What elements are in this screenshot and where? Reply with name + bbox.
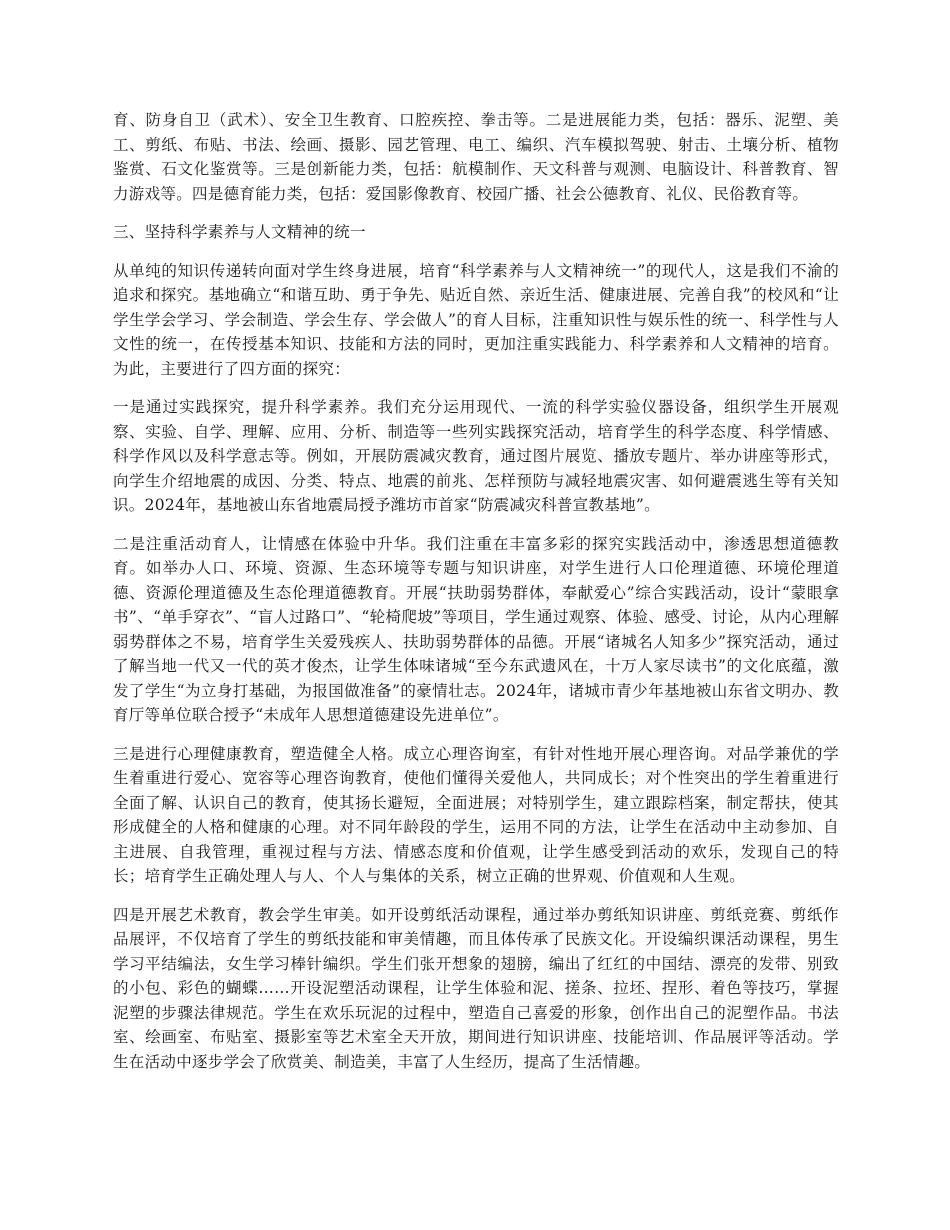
paragraph-science-literacy: 一是通过实践探究，提升科学素养。我们充分运用现代、一流的科学实验仪器设备，组织学生开展观察、实验、自学、理解、应用、分析、制造等一些列实践探究活动，培育学生的科学态度、科学情感、科学作风以及科学意志等。例如，开展防震减灾教育，通过图片展览、播放专题片、举办讲座等形式，向学生介绍地震的成因、分类、特点、地震的前兆、怎样预防与减轻地震灾害、如何避震逃生等有关知识。2024年，基地被山东省地震局授予潍坊市首家“防震减灾科普宣教基地”。 — [113, 398, 839, 514]
paragraph-art-education: 四是开展艺术教育，教会学生审美。如开设剪纸活动课程，通过举办剪纸知识讲座、剪纸竞赛、剪纸作品展评，不仅培育了学生的剪纸技能和审美情趣，而且体传承了民族文化。开设编织课活动课程，男生学习平结编法，女生学习棒针编织。学生们张开想象的翅膀，编出了红红的中国结、漂亮的发带、别致的小包、彩色的蝴蝶……开设泥塑活动课程，让学生体验和泥、搓条、拉坯、捏形、着色等技巧，掌握泥塑的步骤法律规范。学生在欢乐玩泥的过程中，塑造自己喜爱的形象，创作出自己的泥塑作品。书法室、绘画室、布贴室、摄影室等艺术室全天开放，期间进行知识讲座、技能培训、作品展评等活动。学生在活动中逐步学会了欣赏美、制造美，丰富了人生经历，提高了生活情趣。 — [113, 905, 839, 1071]
paragraph-moral-education: 二是注重活动育人，让情感在体验中升华。我们注重在丰富多彩的探究实践活动中，渗透思想道德教育。如举办人口、环境、资源、生态环境等专题与知识讲座，对学生进行人口伦理道德、环境伦理道德、资源伦理道德及生态伦理道德教育。开展“扶助弱势群体，奉献爱心”综合实践活动，设计“蒙眼拿书”、“单手穿衣”、“盲人过路口”、“轮椅爬坡”等项目，学生通过观察、体验、感受、讨论，从内心理解弱势群体之不易，培育学生关爱残疾人、扶助弱势群体的品德。开展“诸城名人知多少”探究活动，通过了解当地一代又一代的英才俊杰，让学生体味诸城“至今东武遗风在，十万人家尽读书”的文化底蕴，激发了学生“为立身打基础，为报国做准备”的豪情壮志。2024年，诸城市青少年基地被山东省文明办、教育厅等单位联合授予“未成年人思想道德建设先进单位”。 — [113, 534, 839, 724]
document-page — [113, 108, 839, 1088]
paragraph-mental-health: 三是进行心理健康教育，塑造健全人格。成立心理咨询室，有针对性地开展心理咨询。对品学兼优的学生着重进行爱心、宽容等心理咨询教育，使他们懂得关爱他人，共同成长；对个性突出的学生着重进行全面了解、认识自己的教育，使其扬长避短，全面进展；对特别学生，建立跟踪档案，制定帮扶，使其形成健全的人格和健康的心理。对不同年龄段的学生，运用不同的方法，让学生在活动中主动参加、自主进展、自我管理，重视过程与方法、情感态度和价值观，让学生感受到活动的欢乐，发现自己的特长；培育学生正确处理人与人、个人与集体的关系，树立正确的世界观、价值观和人生观。 — [113, 744, 839, 885]
section-heading: 三、坚持科学素养与人文精神的统一 — [113, 223, 366, 241]
paragraph-activity-categories: 育、防身自卫（武术）、安全卫生教育、口腔疾控、拳击等。二是进展能力类，包括：器乐、泥塑、美工、剪纸、布贴、书法、绘画、摄影、园艺管理、电工、编织、汽车模拟驾驶、射击、土壤分析、植物鉴赏、石文化鉴赏等。三是创新能力类，包括：航模制作、天文科普与观测、电脑设计、科普教育、智力游戏等。四是德育能力类，包括：爱国影像教育、校园广播、社会公德教育、礼仪、民俗教育等。 — [113, 111, 839, 203]
paragraph-intro: 从单纯的知识传递转向面对学生终身进展，培育“科学素养与人文精神统一”的现代人，这是我们不渝的追求和探究。基地确立“和谐互助、勇于争先、贴近自然、亲近生活、健康进展、完善自我”的校风和“让学生学会学习、学会制造、学会生存、学会做人”的育人目标，注重知识性与娱乐性的统一、科学性与人文性的统一，在传授基本知识、技能和方法的同时，更加注重实践能力、科学素养和人文精神的培育。为此，主要进行了四方面的探究： — [113, 261, 839, 378]
